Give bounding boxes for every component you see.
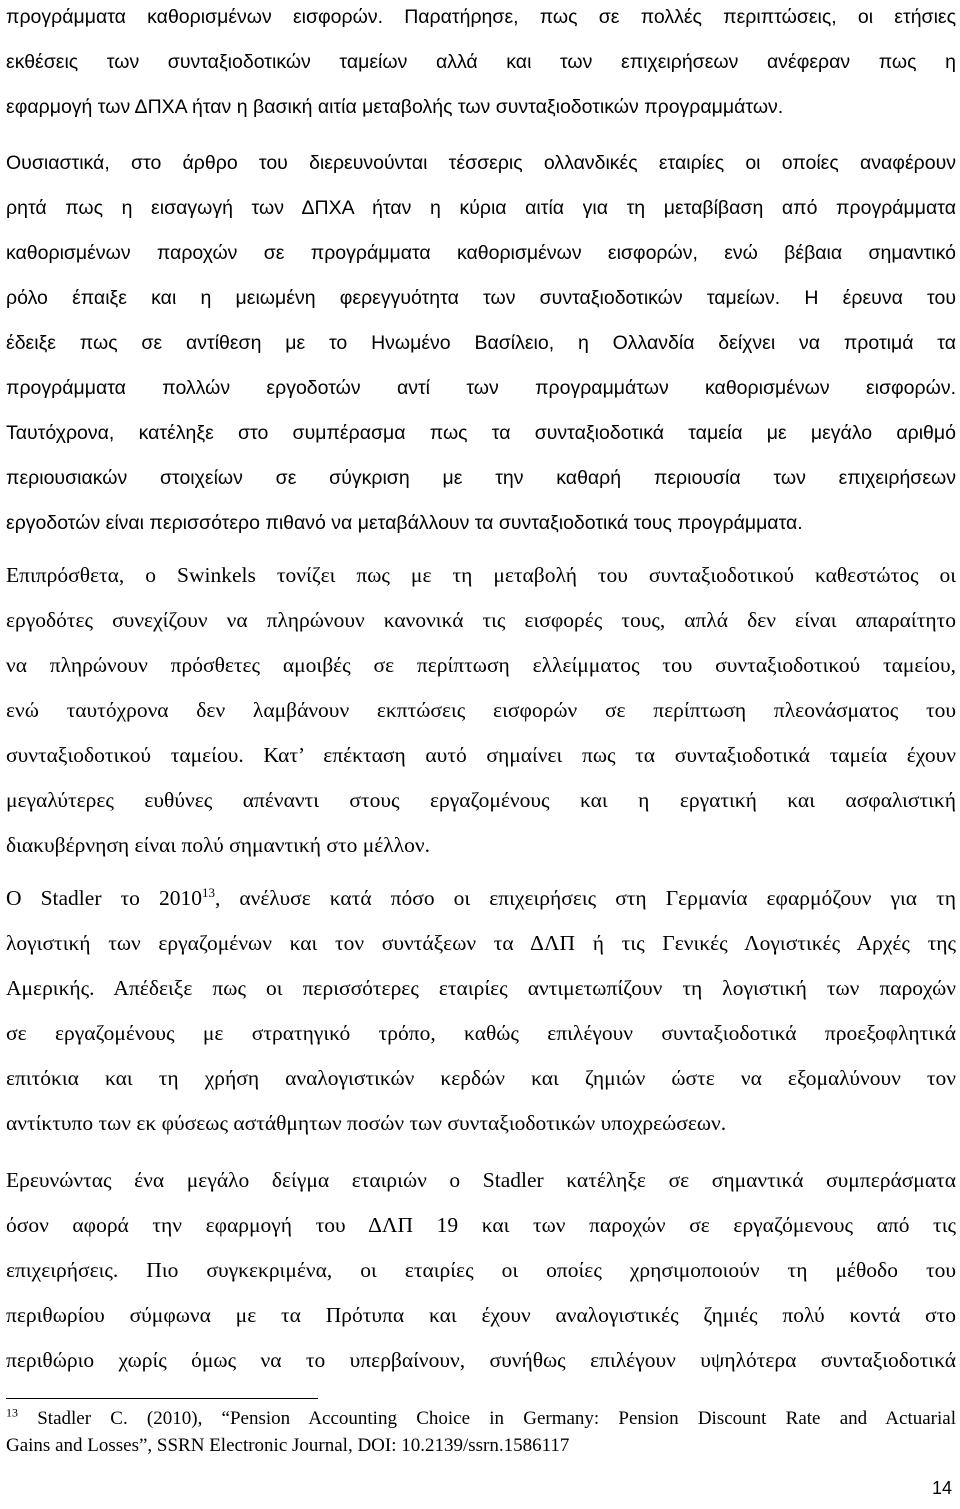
footnote-text: Stadler C. (2010), “Pension Accounting Choice in Germany: Pension Discount Rate and Actuarial xyxy=(18,1408,956,1429)
text-run: , ανέλυσε κατά πόσο οι επιχειρήσεις στη Γερμανία εφαρμόζουν για τη xyxy=(214,886,956,910)
text-line: σε εργαζομένους με στρατηγικό τρόπο, καθώς επιλέγουν συνταξιοδοτικά προεξοφλητικά xyxy=(6,1021,956,1045)
text-line: εργοδότες συνεχίζουν να πληρώνουν κανονικά τις εισφορές τους, απλά δεν είναι απαραίτητο xyxy=(6,608,956,632)
paragraph-5 xyxy=(6,1158,956,1383)
text-line: συνταξιοδοτικού ταμείου. Κατ’ επέκταση αυτό σημαίνει πως τα συνταξιοδοτικά ταμεία έχουν xyxy=(6,743,956,767)
text-line: ενώ ταυτόχρονα δεν λαμβάνουν εκπτώσεις εισφορών σε περίπτωση πλεονάσματος του xyxy=(6,698,956,722)
text-line: εφαρμογή των ΔΠΧΑ ήταν η βασική αιτία μεταβολής των συνταξιοδοτικών προγραμμάτων. xyxy=(6,96,784,118)
text-line: μεγαλύτερες ευθύνες απέναντι στους εργαζομένους και η εργατική και ασφαλιστική xyxy=(6,788,956,812)
text-line xyxy=(6,876,956,921)
footnote-line: Gains and Losses”, SSRN Electronic Journal, DOI: 10.2139/ssrn.1586117 xyxy=(6,1435,570,1456)
text-line: να πληρώνουν πρόσθετες αμοιβές σε περίπτωση ελλείμματος του συνταξιοδοτικού ταμείου, xyxy=(6,653,956,677)
footnote-separator xyxy=(6,1398,318,1399)
text-line: λογιστική των εργαζομένων και τον συντάξεων τα ΔΛΠ ή τις Γενικές Λογιστικές Αρχές της xyxy=(6,931,956,955)
text-line: Ταυτόχρονα, κατέληξε στο συμπέρασμα πως τα συνταξιοδοτικά ταμεία με μεγάλο αριθμό xyxy=(6,422,956,444)
text-line: εκθέσεις των συνταξιοδοτικών ταμείων αλλά και των επιχειρήσεων ανέφεραν πως η xyxy=(6,51,956,73)
paragraph-2 xyxy=(6,141,956,546)
footnote-line xyxy=(6,1405,956,1432)
text-line: Ουσιαστικά, στο άρθρο του διερευνούνται τέσσερις ολλανδικές εταιρίες οι οποίες αναφέρουν xyxy=(6,152,956,174)
text-line: Επιπρόσθετα, ο Swinkels τονίζει πως με τη μεταβολή του συνταξιοδοτικού καθεστώτος οι xyxy=(6,563,956,587)
text-line: περιθώριο χωρίς όμως να το υπερβαίνουν, συνήθως επιλέγουν υψηλότερα συνταξιοδοτικά xyxy=(6,1348,956,1372)
footnote-ref: 13 xyxy=(201,884,215,900)
text-line: έδειξε πως σε αντίθεση με το Ηνωμένο Βασίλειο, η Ολλανδία δείχνει να προτιμά τα xyxy=(6,332,956,354)
text-line: περιθωρίου σύμφωνα με τα Πρότυπα και έχουν αναλογιστικές ζημιές πολύ κοντά στο xyxy=(6,1303,956,1327)
footnote-number: 13 xyxy=(6,1405,18,1420)
text-line: Ερευνώντας ένα μεγάλο δείγμα εταιριών ο Stadler κατέληξε σε σημαντικά συμπεράσματα xyxy=(6,1168,956,1192)
text-line: καθορισμένων παροχών σε προγράμματα καθορισμένων εισφορών, ενώ βέβαια σημαντικό xyxy=(6,242,956,264)
text-line: περιουσιακών στοιχείων σε σύγκριση με την καθαρή περιουσία των επιχειρήσεων xyxy=(6,467,956,489)
paragraph-1 xyxy=(6,0,956,130)
text-line: προγράμματα καθορισμένων εισφορών. Παρατήρησε, πως σε πολλές περιπτώσεις, οι ετήσιες xyxy=(6,6,956,28)
footnote xyxy=(6,1405,956,1459)
paragraph-3 xyxy=(6,553,956,868)
text-line: επιτόκια και τη χρήση αναλογιστικών κερδών και ζημιών ώστε να εξομαλύνουν τον xyxy=(6,1066,956,1090)
page-number: 14 xyxy=(931,1478,952,1498)
text-line: όσον αφορά την εφαρμογή του ΔΛΠ 19 και των παροχών σε εργαζόμενους από τις xyxy=(6,1213,956,1237)
text-line: αντίκτυπο των εκ φύσεως αστάθμητων ποσών των συνταξιοδοτικών υποχρεώσεων. xyxy=(6,1111,727,1135)
text-line: ρόλο έπαιξε και η μειωμένη φερεγγυότητα των συνταξιοδοτικών ταμείων. Η έρευνα του xyxy=(6,287,956,309)
text-line: Αμερικής. Απέδειξε πως οι περισσότερες εταιρίες αντιμετωπίζουν τη λογιστική των παροχών xyxy=(6,976,956,1000)
text-run: Ο Stadler το 2010 xyxy=(6,886,202,910)
text-line: διακυβέρνηση είναι πολύ σημαντική στο μέλλον. xyxy=(6,833,430,857)
paragraph-4 xyxy=(6,876,956,1146)
text-line: επιχειρήσεις. Πιο συγκεκριμένα, οι εταιρίες οι οποίες χρησιμοποιούν τη μέθοδο του xyxy=(6,1258,956,1282)
text-line: ρητά πως η εισαγωγή των ΔΠΧΑ ήταν η κύρια αιτία για τη μεταβίβαση από προγράμματα xyxy=(6,197,956,219)
text-line: προγράμματα πολλών εργοδοτών αντί των προγραμμάτων καθορισμένων εισφορών. xyxy=(6,377,956,399)
text-line: εργοδοτών είναι περισσότερο πιθανό να μεταβάλλουν τα συνταξιοδοτικά τους προγράμματα. xyxy=(6,512,803,534)
